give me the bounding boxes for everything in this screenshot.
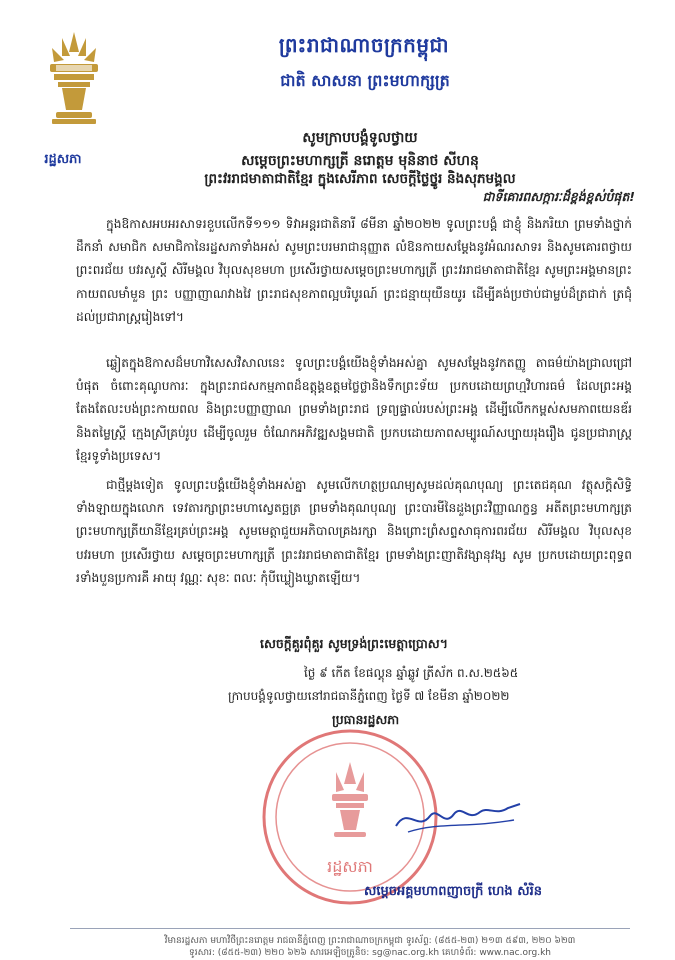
- lunar-date: ថ្ងៃ ៩ កើត ខែផល្គុន ឆ្នាំឆ្លូវ ត្រីស័ក ព.ស.២៥៦៥: [304, 666, 519, 680]
- footer-contact: ទូរសារ: (៨៥៥-២៣) ២២០ ៦២៦ សារអេឡិចត្រូនិច: sg@nac.org.kh គេហទំព័រ: www.nac.org.kh: [189, 948, 551, 958]
- handwritten-signature-icon: [388, 792, 528, 842]
- footer-divider: [70, 928, 630, 929]
- footer-address: វិមានរដ្ឋសភា មហាវិថីព្រះនរោត្តម រាជធានីភ្នំពេញ ព្រះរាជាណាចក្រកម្ពុជា ទូរស័ព្ទ: (៨៥៥-២៣) ២១៣ ៥៩៣, ២២០ ៦២៣: [164, 936, 576, 946]
- addressee-name: សម្ដេចព្រះមហាក្សត្រី នរោត្តម មុនិនាថ សីហនុ: [241, 153, 479, 169]
- parliament-emblem-icon: [32, 30, 116, 126]
- place-and-date: ក្រាបបង្គំទូលថ្វាយនៅរាជធានីភ្នំពេញ ថ្ងៃទី ៧ ខែមីនា ឆ្នាំ២០២២: [228, 689, 510, 703]
- body-paragraph-3: ជាថ្មីម្ដងទៀត ទូលព្រះបង្គំយើងខ្ញុំទាំងអស់គ្នា សូមលើកហត្ថប្រណម្យសូមដល់គុណបុណ្យ ព្រះតេជគុណ វត្ថុសក្តិសិទ្ធិទាំងឡាយក្នុងលោក ទេវតារក្សាព្រះមហាស្វេតច្ឆត្រ ព្រមទាំងគុណបុណ្យ ព្រះបារមីនៃដួងព្រះវិញ្ញាណក្ខន្ធ អតីតព្រះមហាក្សត្រ ព្រះមហាក្សត្រីយានីខ្មែរគ្រប់ព្រះអង្គ សូមមេត្តាជួយអភិបាលគ្រងរក្សា និងព្រោះព្រំសព្ទសាធុការពរជ័យ សិរីមង្គល វិបុលសុខ បវរមហា ប្រសើរថ្វាយ សម្ដេចព្រះមហាក្សត្រី ព្រះវររាជមាតាជាតិខ្មែរ ព្រមទាំងព្រះញាតិវង្សានុវង្ស សូម ប្រកបដោយព្រះពុទ្ធពរទាំងបួនប្រការគឺ អាយុ វណ្ណៈ សុខៈ ពលៈ កុំបីឃ្លៀងឃ្លាតឡើយ។: [76, 478, 632, 585]
- national-motto: ជាតិ សាសនា ព្រះមហាក្សត្រ: [280, 71, 450, 90]
- addressee-title: ព្រះវររាជមាតាជាតិខ្មែរ ក្នុងសេរីភាព សេចក្ដីថ្លៃថ្នូរ និងសុភមង្គល: [204, 171, 516, 187]
- body-paragraph-2: ឆ្លៀតក្នុងឱកាសដ៏មហាវិសេសវិសាលនេះ ទូលព្រះបង្គំយើងខ្ញុំទាំងអស់គ្នា សូមសម្ដែងនូវកតញ្ញូ តាធម៌យ៉ាងជ្រាលជ្រៅបំផុត ចំពោះគុណូបការៈ ក្នុងព្រះរាជសកម្មភាពដ៏ឧត្ដុង្គឧត្ដមថ្លៃថ្លានិងទឹកព្រះទ័យ ប្រកបដោយព្រហ្មវិហារធម៌ ដែលព្រះអង្គតែងតែលះបង់ព្រះកាយពល និងព្រះបញ្ញាញាណ ព្រមទាំងព្រះរាជ ទ្រព្យផ្ទាល់របស់ព្រះអង្គ ដើម្បីលើកកម្ពស់សមភាពយេនឌ័រ និងតម្លៃស្ត្រី ក្មេងស្រីគ្រប់រូប ដើម្បីចូលរួម ចំណែកអភិវឌ្ឍសង្គមជាតិ ប្រកបដោយភាពសម្បូរណ៍សប្បាយរុងរឿង ជូនប្រជារាស្ត្រខ្មែរទូទាំងប្រទេស។: [76, 356, 632, 463]
- kingdom-heading: ព្រះរាជាណាចក្រកម្ពុជា: [278, 33, 450, 57]
- signatory-office: ប្រធានរដ្ឋសភា: [332, 712, 400, 727]
- signatory-name: សម្ដេចអគ្គមហាពញាចក្រី ហេង សំរិន: [364, 884, 542, 899]
- institution-label: រដ្ឋសភា: [44, 152, 82, 167]
- closing-line: សេចក្ដីគួរពុំគួរ សូមទ្រង់ព្រះមេត្តាប្រោស។: [260, 636, 448, 651]
- body-paragraph-1: ក្នុងឱកាសអបអរសាទរខួបលើកទី១១១ ទិវាអន្តរជាតិនារី ៨មីនា ឆ្នាំ២០២២ ទូលព្រះបង្គំ ជាខ្ញុំ និងភរិយា ព្រមទាំងថ្នាក់ដឹកនាំ សមាជិក សមាជិកានៃរដ្ឋសភាទាំងអស់ សូមព្រះបរមរាជានុញ្ញាត លំឱនកាយសម្ដែងនូវអំណរសាទរ និងសូមគោរពថ្វាយព្រះពរជ័យ បវរសួស្ដី សិរីមង្គល វិបុលសុខមហា ប្រសើរថ្វាយសម្ដេចព្រះមហាក្សត្រី ព្រះវររាជមាតាជាតិខ្មែរ សូមព្រះអង្គមានព្រះកាយពលមាំមួន ព្រះ បញ្ញាញាណវាងវៃ ព្រះរាជសុខភាពល្អបរិបូរណ៍ ព្រះជន្មាយុយឺនយូរ ដើម្បីគង់ប្រថាប់ជាម្លប់ដ៏ត្រជាក់ ត្រជុំដល់ប្រជារាស្ត្ររៀងទៅ។: [76, 217, 632, 324]
- salutation-line: សូមក្រាបបង្គំទូលថ្វាយ: [302, 130, 418, 146]
- honorific-line: ជាទីគោរពសក្ការៈដ៏ខ្ពង់ខ្ពស់បំផុត!: [482, 189, 635, 204]
- seal-text: រដ្ឋសភា: [327, 857, 373, 876]
